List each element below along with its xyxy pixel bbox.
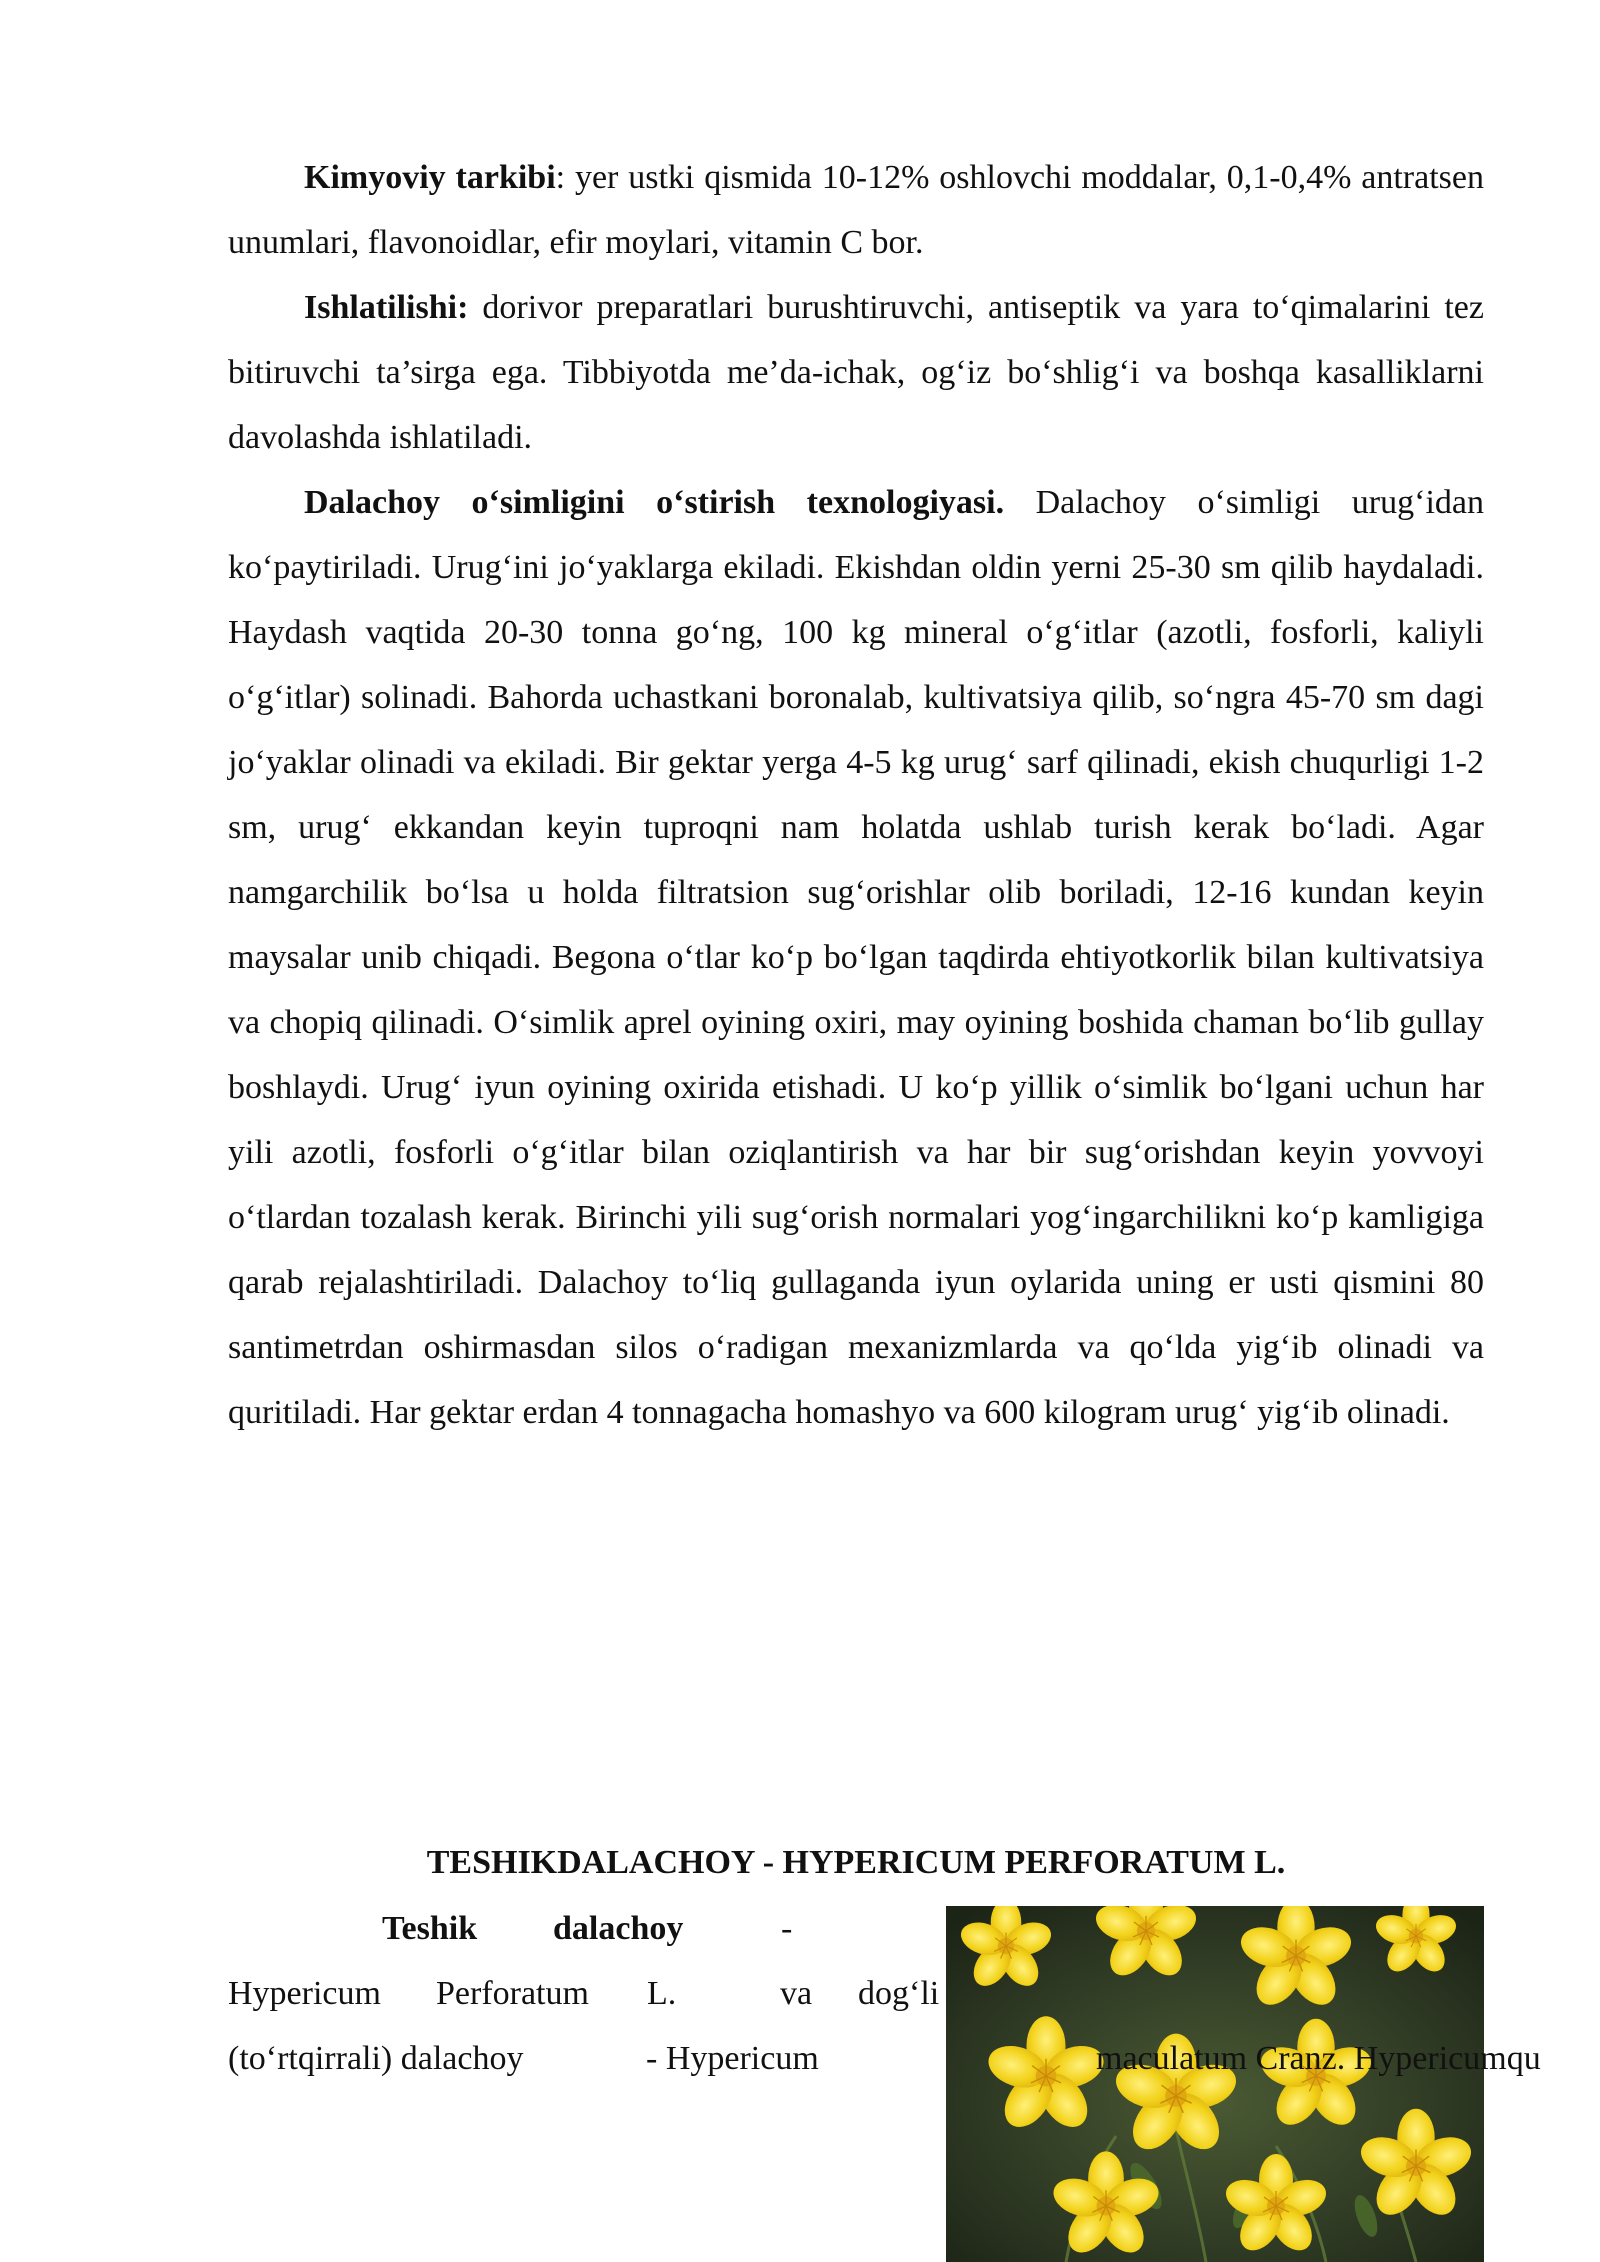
- intro-word: (to‘rtqirrali) dalachoy: [228, 2040, 524, 2077]
- intro-word: Hypericum: [228, 1975, 381, 2012]
- paragraph-lead: Ishlatilishi:: [304, 289, 469, 326]
- intro-word: dalachoy: [553, 1910, 684, 1947]
- intro-word: dog‘li: [858, 1975, 940, 2012]
- intro-word: Perforatum: [436, 1975, 589, 2012]
- section-heading: TESHIKDALACHOY - HYPERICUM PERFORATUM L.: [426, 1844, 1286, 1881]
- paragraph-text: dorivor preparatlari burushtiruvchi, antiseptik va yara to‘qimalarini tez bitiruvchi ta’sirga ega. Tibbiyotda me’da-ichak, og‘iz bo‘shlig‘i va boshqa kasalliklarni davolashda ishlatiladi.: [228, 289, 1484, 456]
- overflow-text-over-image: maculatum Cranz. Hypericumqu: [1096, 2040, 1541, 2077]
- paragraph-lead: Kimyoviy tarkibi: [304, 159, 556, 196]
- intro-word: -: [781, 1910, 793, 1947]
- intro-word: va: [780, 1975, 813, 2012]
- intro-word: - Hypericum: [646, 2040, 819, 2077]
- intro-word: L.: [647, 1975, 677, 2012]
- paragraph-chemical-composition: [228, 145, 1484, 275]
- paragraph-usage: [228, 275, 1484, 470]
- body-text: [228, 145, 1484, 1445]
- paragraph-text: : yer ustki qismida 10-12% oshlovchi moddalar, 0,1-0,4% antratsen unumlari, flavonoidlar, efir moylari, vitamin C bor.: [228, 159, 1484, 261]
- paragraph-cultivation: [228, 470, 1484, 1445]
- paragraph-lead: Dalachoy o‘simligini o‘stirish texnologiyasi.: [304, 484, 1005, 521]
- paragraph-text: Dalachoy o‘simligi urug‘idan ko‘paytiriladi. Urug‘ini jo‘yaklarga ekiladi. Ekishdan oldin yerni 25-30 sm qilib haydaladi. Haydash vaqtida 20-30 tonna go‘ng, 100 kg mineral o‘g‘itlar (azotli, fosforli, kaliyli o‘g‘itlar) solinadi. Bahorda uchastkani boronalab, kultivatsiya qilib, so‘ngra 45-70 sm dagi jo‘yaklar olinadi va ekiladi. Bir gektar yerga 4-5 kg urug‘ sarf qilinadi, ekish chuqurligi 1-2 sm, urug‘ ekkandan keyin tuproqni nam holatda ushlab turish kerak bo‘ladi. Agar namgarchilik bo‘lsa u holda filtratsion sug‘orishlar olib boriladi, 12-16 kundan keyin maysalar unib chiqadi. Begona o‘tlar ko‘p bo‘lgan taqdirda ehtiyotkorlik bilan kultivatsiya va chopiq qilinadi. O‘simlik aprel oyining oxiri, may oyining boshida chaman bo‘lib gullay boshlaydi. Urug‘ iyun oyining oxirida etishadi. U ko‘p yillik o‘simlik bo‘lgani uchun har yili azotli, fosforli o‘g‘itlar bilan oziqlantirish va har bir sug‘orishdan keyin yovvoyi o‘tlardan tozalash kerak. Birinchi yili sug‘orish normalari yog‘ingarchilikni ko‘p kamligiga qarab rejalashtiriladi. Dalachoy to‘liq gullaganda iyun oylarida uning er usti qismini 80 santimetrdan oshirmasdan silos o‘radigan mexanizmlarda va qo‘lda yig‘ib olinadi va quritiladi. Har gektar erdan 4 tonnagacha homashyo va 600 kilogram urug‘ yig‘ib olinadi.: [228, 484, 1484, 1431]
- intro-word: Teshik: [382, 1910, 478, 1947]
